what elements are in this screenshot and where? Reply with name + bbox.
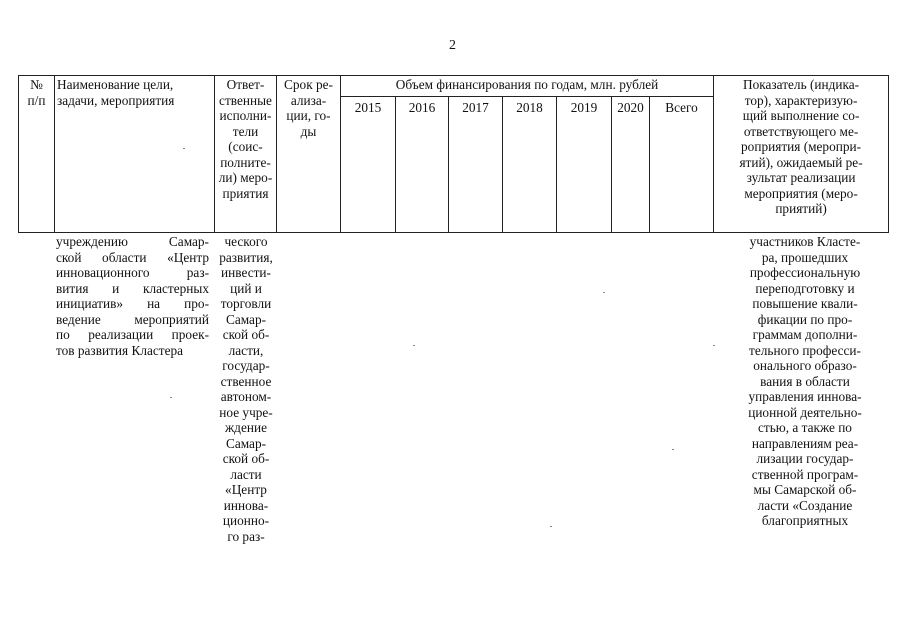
year-2016: 2016 (396, 97, 449, 233)
financing-header: Объем финансирования по годам, млн. рублей (341, 76, 714, 97)
scan-speck (413, 345, 415, 346)
col-indicator-header: Показатель (индика- тор), характеризую- щий выполнение со- ответствующего ме- роприятия (меропри- ятий), ожидаемый ре- зультат реализации мероприятия (меро- приятий) (714, 76, 889, 233)
year-total: Всего (650, 97, 714, 233)
measure-name-text: учреждению Самар- ской области «Центр инновационного раз- вития и кластерных инициатив» на про- ведение мероприятий по реализации проек- тов развития Кластера (56, 234, 209, 358)
indicator-text: участников Класте- ра, прошедших профессиональную переподготовку и повышение квали- фикации по про- граммам дополни- тельного професси- онального образо- вания в области управления иннова- ционной деятельно- стью, а также по направлениям реа- лизации государ- ственной програм- мы Самарской об- ласти «Создание благоприятных (748, 234, 862, 528)
year-2020: 2020 (612, 97, 650, 233)
scan-speck (183, 148, 185, 149)
year-2018: 2018 (503, 97, 557, 233)
header-table (18, 75, 889, 233)
col-executors-header: Ответ- ственные исполни- тели (соис- полните- ли) меро- приятия (215, 76, 277, 233)
year-2017: 2017 (449, 97, 503, 233)
page-number: 2 (449, 38, 456, 53)
scan-speck (713, 345, 715, 346)
scan-speck (672, 449, 674, 450)
scan-speck (603, 292, 605, 293)
year-2015: 2015 (341, 97, 396, 233)
scan-speck (550, 526, 552, 527)
scan-speck (170, 397, 172, 398)
col-name-header: Наименование цели, задачи, мероприятия (55, 76, 215, 233)
year-2019: 2019 (557, 97, 612, 233)
executors-text: ческого развития, инвести- ций и торговли Самар- ской об- ласти, государ- ственное автоном- ное учре- ждение Самар- ской об- ласти «Центр иннова- ционно- го раз- (219, 234, 273, 544)
col-term-header: Срок ре- ализа- ции, го- ды (277, 76, 341, 233)
col-number-header: № п/п (19, 76, 55, 233)
